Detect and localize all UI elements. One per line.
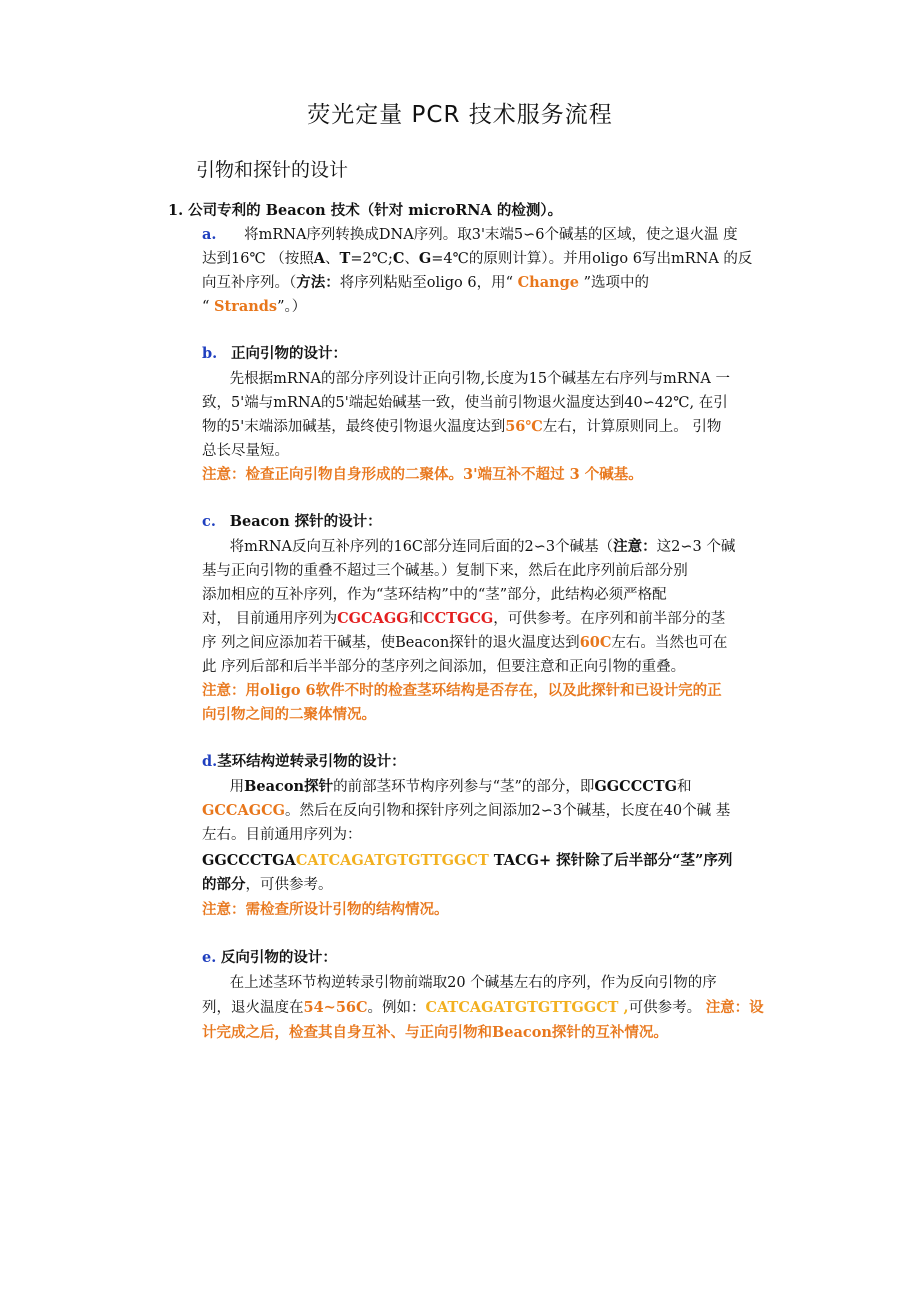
sequence-ggccctg: GGCCCTG	[594, 778, 677, 795]
highlight-temp: 54~56C	[303, 999, 368, 1016]
para-e-line-1	[202, 971, 802, 995]
highlight-strands: Strands	[214, 298, 278, 315]
para-a-line-1	[202, 223, 802, 247]
note-c-line-1: 注意：用oligo 6软件不时的检查茎环结构是否存在，以及此探针和已设计完的正	[202, 682, 722, 699]
para-a-line-2	[202, 247, 802, 271]
note-e: 计完成之后，检查其自身互补、与正向引物和Beacon探针的互补情况。	[202, 1024, 668, 1041]
text: 左右。当然也可在	[611, 635, 728, 651]
para-d-line-3: 左右。目前通用序列为：	[202, 827, 362, 843]
text: ，可供参考。	[245, 877, 333, 893]
para-a-line-4	[202, 295, 802, 319]
text: 这2∽3 个碱	[656, 539, 736, 555]
heading-d	[202, 750, 802, 774]
para-b-line-2: 致，5'端与mRNA的5'端起始碱基一致，使当前引物退火温度达到40∽42℃, 在引	[202, 395, 728, 411]
text: 将序列粘贴至oligo 6，用“	[339, 275, 518, 291]
para-c-line-4	[202, 607, 802, 631]
para-a-line-3	[202, 271, 802, 295]
sequence-reverse: CATCAGATGTGTTGGCT	[295, 852, 489, 869]
text: Beacon探针	[244, 778, 334, 795]
text: 向互补序列。（	[202, 275, 297, 291]
note-c-line-2: 向引物之间的二聚体情况。	[202, 706, 376, 723]
item-a-label: a.	[202, 226, 217, 243]
item-b-label: b.	[202, 345, 218, 362]
text: 对， 目前通用序列为	[202, 611, 338, 627]
para-c-line-6: 此 序列后部和后半半部分的茎序列之间添加，但要注意和正向引物的重叠。	[202, 659, 686, 675]
text: C	[392, 250, 405, 267]
note-b: 注意：检查正向引物自身形成的二聚体。3'端互补不超过 3 个碱基。	[202, 466, 643, 483]
text: G	[418, 250, 432, 267]
text: TACG+ 探针除了后半部分“茎”序列	[488, 852, 733, 869]
sequence-cgcagg: CGCAGG	[337, 610, 409, 627]
text: ，可供参考。在序列和前半部分的茎	[493, 611, 726, 627]
note-d: 注意：需检查所设计引物的结构情况。	[202, 901, 449, 918]
text: 和	[408, 611, 424, 627]
text: 序 列之间应添加若干碱基，使Beacon探针的退火温度达到	[202, 635, 580, 651]
para-e-line-2	[202, 996, 802, 1020]
para-c-line-3: 添加相应的互补序列，作为“茎环结构”中的“茎”部分，此结构必须严格配	[202, 587, 667, 603]
para-d-line-4	[202, 849, 802, 873]
text: 达到16℃ （按照	[202, 251, 314, 267]
text: =2℃;	[350, 251, 393, 267]
text: 的部分	[202, 876, 246, 893]
text: 在上述茎环节构逆转录引物前端取20 个碱基左右的序列，作为反向引物的序	[229, 975, 717, 991]
text: 将mRNA反向互补序列的16C部分连同后面的2∽3个碱基（	[229, 539, 614, 555]
text: =4℃的原则计算）。并用oligo 6写出mRNA 的反	[431, 251, 753, 267]
para-b-line-3	[202, 415, 802, 439]
para-c-line-5	[202, 631, 802, 655]
text: 和	[676, 779, 692, 795]
text: 注意：	[613, 538, 657, 555]
item-c-label: c.	[202, 513, 216, 530]
sequence-cctgcg: CCTGCG	[423, 610, 494, 627]
text: ”选项中的	[579, 275, 650, 291]
para-d-line-5	[202, 873, 802, 897]
text: ”。）	[277, 299, 307, 315]
text: 。然后在反向引物和探针序列之间添加2∽3个碱基，长度在40个碱 基	[285, 803, 731, 819]
text: 物的5'末端添加碱基，最终使引物退火温度达到	[202, 419, 506, 435]
heading-b	[202, 342, 802, 366]
highlight-change: Change	[517, 274, 580, 291]
para-d-line-2	[202, 799, 802, 823]
section-subtitle: 引物和探针的设计	[196, 159, 349, 181]
highlight-temp: 56℃	[505, 418, 543, 435]
page-title: 荧光定量 PCR 技术服务流程	[307, 102, 613, 128]
heading-c	[202, 510, 802, 534]
text: 、	[325, 251, 340, 267]
note-e-start: 注意：设	[705, 999, 764, 1016]
text: 的前部茎环节构序列参与“茎”的部分，即	[333, 779, 595, 795]
sequence-prefix: GGCCCTGA	[202, 852, 296, 869]
text: 将mRNA序列转换成DNA序列。取3'末端5∽6个碱基的区域，使之退火温 度	[244, 227, 738, 243]
heading-e	[202, 946, 802, 970]
text: 用	[229, 779, 245, 795]
text: 正向引物的设计：	[231, 345, 348, 362]
item-d-label: d.	[202, 753, 218, 770]
text: Beacon 探针的设计：	[229, 513, 382, 530]
text: 。例如：	[367, 1000, 426, 1016]
heading-beacon: 1. 公司专利的 Beacon 技术（针对 microRNA 的检测）。	[168, 202, 563, 219]
sequence-gccagcg: GCCAGCG	[202, 802, 286, 819]
para-b-line-4: 总长尽量短。	[202, 443, 289, 459]
item-e-label: e.	[202, 949, 217, 966]
para-b-line-1	[202, 367, 802, 391]
highlight-temp: 60C	[579, 634, 612, 651]
para-c-line-2: 基与正向引物的重叠不超过三个碱基。）复制下来，然后在此序列前后部分别	[202, 563, 688, 579]
text: 、	[404, 251, 419, 267]
text: A	[313, 250, 326, 267]
sequence-example: CATCAGATGTGTTGGCT ,	[425, 999, 629, 1016]
para-d-line-1	[202, 775, 802, 799]
text: 左右，计算原则同上。 引物	[542, 419, 722, 435]
text: 可供参考。	[628, 1000, 706, 1016]
text: “	[202, 299, 215, 315]
text: 先根据mRNA的部分序列设计正向引物,长度为15个碱基左右序列与mRNA 一	[229, 371, 730, 387]
text: 茎环结构逆转录引物的设计：	[217, 753, 406, 770]
text: T	[339, 250, 351, 267]
para-c-line-1	[202, 535, 802, 559]
text: 反向引物的设计：	[220, 949, 337, 966]
text: 列，退火温度在	[202, 1000, 304, 1016]
text: 方法：	[296, 274, 340, 291]
